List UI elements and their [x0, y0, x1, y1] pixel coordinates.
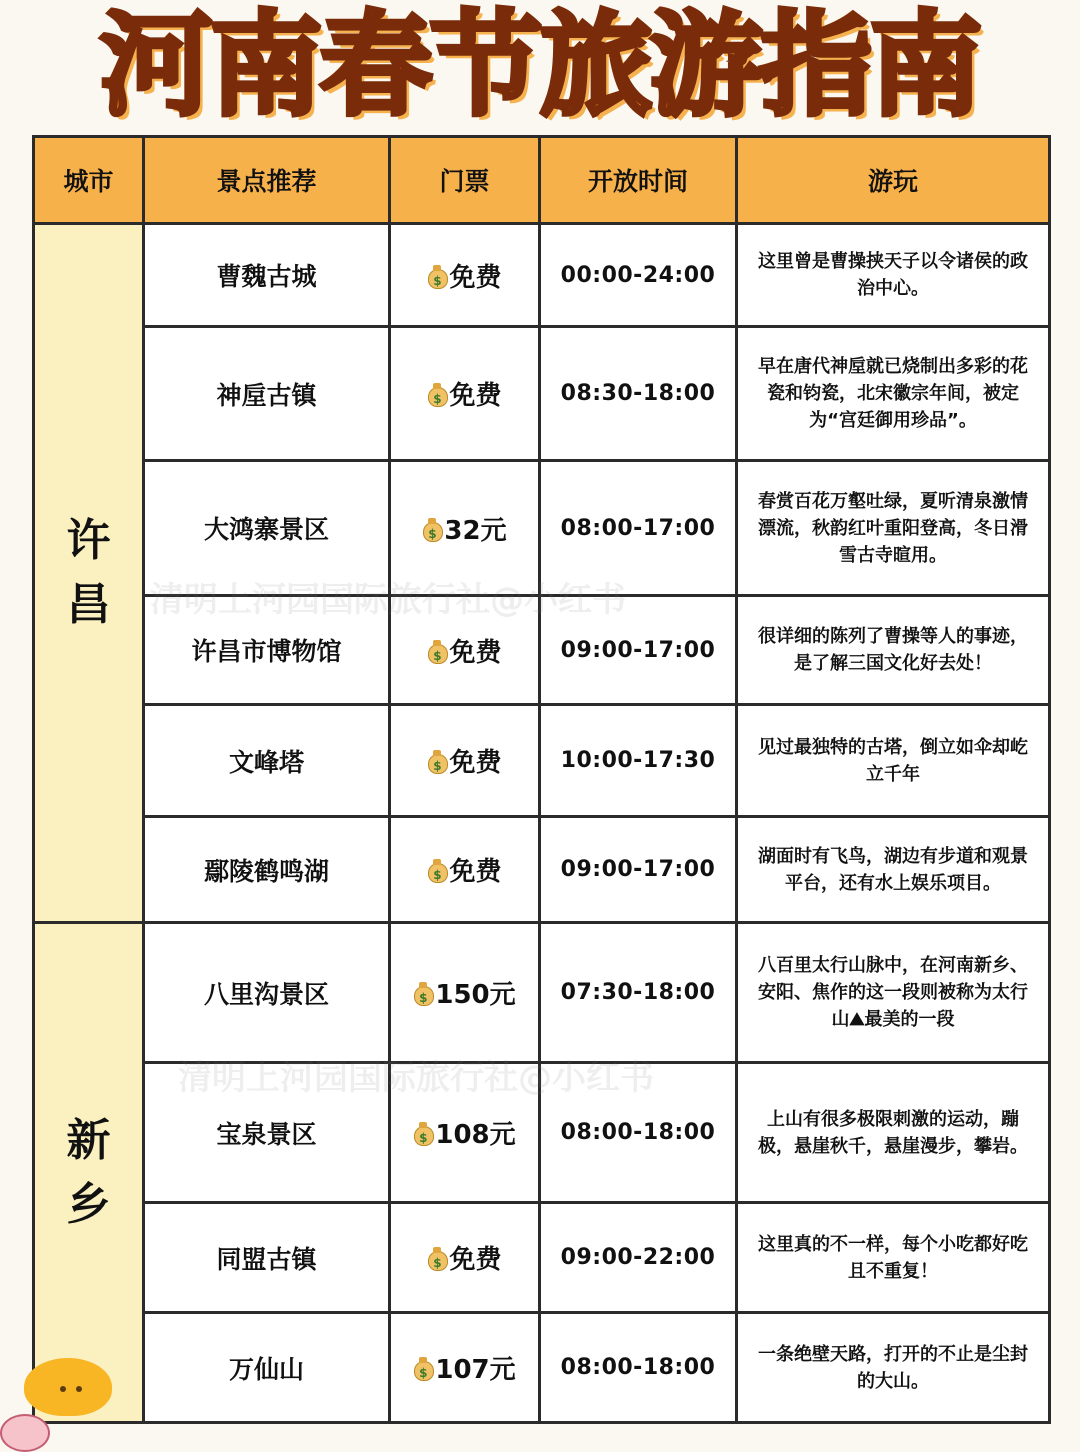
ticket-price: 108元 — [435, 1120, 516, 1150]
ticket-price: 107元 — [435, 1355, 516, 1385]
title-banner — [0, 0, 1080, 132]
ticket-price: 32元 — [444, 515, 507, 546]
ticket-price: 免费 — [449, 262, 502, 293]
spot-name: 鄢陵鹤鸣湖 — [144, 817, 390, 923]
table-row — [34, 817, 1050, 923]
table-row — [34, 596, 1050, 705]
money-bag-icon — [422, 518, 442, 542]
money-bag-icon — [427, 1247, 447, 1271]
table-row — [34, 327, 1050, 461]
open-hours: 10:00-17:30 — [540, 705, 737, 817]
love-badge-sticker — [0, 1414, 50, 1452]
spot-name: 宝泉景区 — [144, 1063, 390, 1203]
city-cell-xinxiang — [34, 923, 144, 1423]
table-row — [34, 923, 1050, 1063]
ticket-price: 免费 — [449, 637, 502, 668]
header-city: 城市 — [34, 137, 144, 224]
money-bag-icon — [427, 859, 447, 883]
table-row — [34, 461, 1050, 596]
spot-name: 大鸿寨景区 — [144, 461, 390, 596]
table-row — [34, 1313, 1050, 1423]
ticket-cell — [390, 596, 540, 705]
header-spot: 景点推荐 — [144, 137, 390, 224]
money-bag-icon — [427, 265, 447, 289]
city-name: 许 昌 — [66, 515, 111, 630]
ticket-price: 免费 — [449, 1245, 502, 1275]
open-hours: 09:00-17:00 — [540, 817, 737, 923]
play-description: 八百里太行山脉中，在河南新乡、安阳、焦作的这一段则被称为太行山⛰最美的一段 — [737, 923, 1050, 1063]
header-hours: 开放时间 — [540, 137, 737, 224]
play-description: 很详细的陈列了曹操等人的事迹，是了解三国文化好去处！ — [737, 596, 1050, 705]
city-name: 新 乡 — [66, 1114, 111, 1230]
open-hours: 08:00-17:00 — [540, 461, 737, 596]
money-bag-icon — [413, 1357, 433, 1381]
travel-guide-table — [32, 135, 1051, 1424]
ticket-price: 免费 — [449, 857, 502, 887]
money-bag-icon — [427, 383, 447, 407]
play-description: 湖面时有飞鸟，湖边有步道和观景平台，还有水上娱乐项目。 — [737, 817, 1050, 923]
ticket-cell — [390, 817, 540, 923]
open-hours: 08:00-18:00 — [540, 1063, 737, 1203]
table-row — [34, 705, 1050, 817]
page-title: 河南春节旅游指南 — [100, 1, 980, 131]
money-bag-icon — [427, 640, 447, 664]
ticket-cell — [390, 705, 540, 817]
ticket-cell — [390, 327, 540, 461]
open-hours: 08:00-18:00 — [540, 1313, 737, 1423]
ticket-price: 免费 — [449, 381, 502, 411]
spot-name: 同盟古镇 — [144, 1203, 390, 1313]
header-play: 游玩 — [737, 137, 1050, 224]
spot-name: 八里沟景区 — [144, 923, 390, 1063]
open-hours: 00:00-24:00 — [540, 224, 737, 327]
play-description: 见过最独特的古塔，倒立如伞却屹立千年 — [737, 705, 1050, 817]
open-hours: 08:30-18:00 — [540, 327, 737, 461]
table-row — [34, 1063, 1050, 1203]
ticket-cell — [390, 1063, 540, 1203]
ticket-cell — [390, 1313, 540, 1423]
ticket-price: 150元 — [435, 980, 516, 1010]
play-description: 一条绝壁天路，打开的不止是尘封的大山。 — [737, 1313, 1050, 1423]
ticket-cell — [390, 1203, 540, 1313]
header-row — [34, 137, 1050, 224]
play-description: 春赏百花万壑吐绿，夏听清泉激情漂流，秋韵红叶重阳登高，冬日滑雪古寺暄用。 — [737, 461, 1050, 596]
ticket-cell — [390, 923, 540, 1063]
mascot-sticker — [24, 1358, 112, 1416]
open-hours: 09:00-17:00 — [540, 596, 737, 705]
money-bag-icon — [413, 982, 433, 1006]
spot-name: 曹魏古城 — [144, 224, 390, 327]
ticket-price: 免费 — [449, 748, 502, 778]
header-ticket: 门票 — [390, 137, 540, 224]
play-description: 这里真的不一样，每个小吃都好吃且不重复！ — [737, 1203, 1050, 1313]
city-cell-xuchang — [34, 224, 144, 923]
spot-name: 万仙山 — [144, 1313, 390, 1423]
play-description: 上山有很多极限刺激的运动，蹦极，悬崖秋千，悬崖漫步，攀岩。 — [737, 1063, 1050, 1203]
play-description: 这里曾是曹操挟天子以令诸侯的政治中心。 — [737, 224, 1050, 327]
table-row — [34, 224, 1050, 327]
play-description: 早在唐代神垕就已烧制出多彩的花瓷和钧瓷，北宋徽宗年间，被定为“宫廷御用珍品”。 — [737, 327, 1050, 461]
spot-name: 文峰塔 — [144, 705, 390, 817]
spot-name: 许昌市博物馆 — [144, 596, 390, 705]
open-hours: 07:30-18:00 — [540, 923, 737, 1063]
money-bag-icon — [427, 750, 447, 774]
spot-name: 神垕古镇 — [144, 327, 390, 461]
table-row — [34, 1203, 1050, 1313]
ticket-cell — [390, 224, 540, 327]
money-bag-icon — [413, 1122, 433, 1146]
open-hours: 09:00-22:00 — [540, 1203, 737, 1313]
ticket-cell — [390, 461, 540, 596]
